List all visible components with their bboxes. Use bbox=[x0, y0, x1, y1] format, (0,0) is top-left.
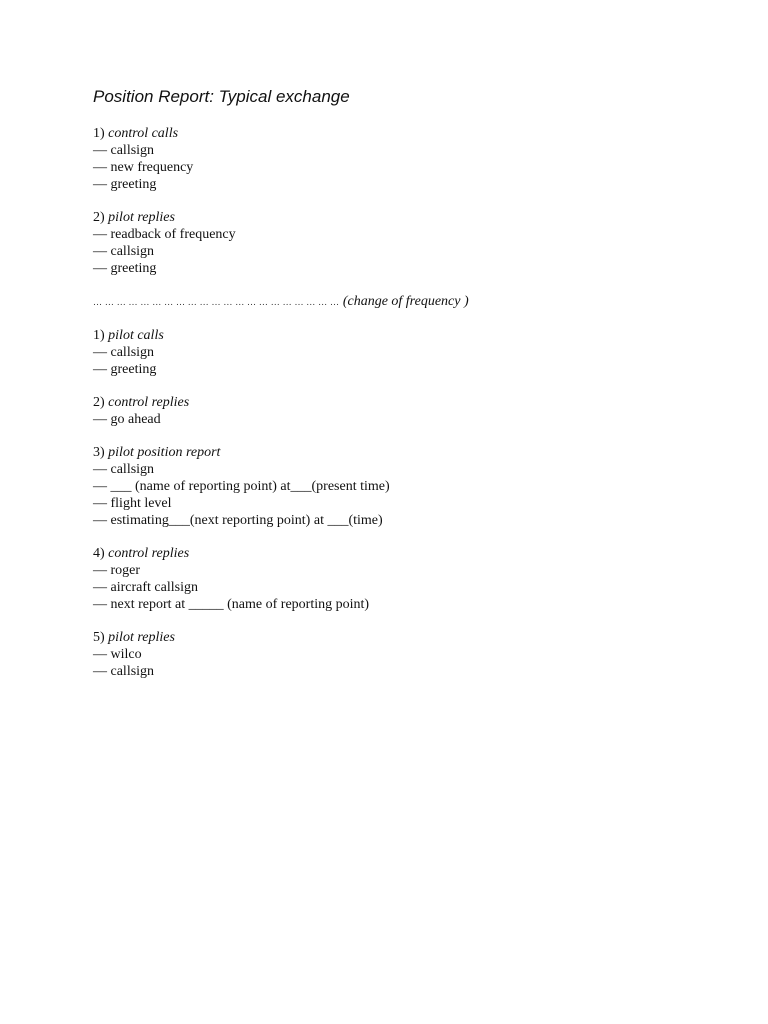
exchange-step bbox=[93, 327, 733, 378]
frequency-change-divider bbox=[93, 293, 733, 311]
step-label: control calls bbox=[108, 126, 179, 141]
step-number: 2) bbox=[93, 395, 105, 410]
step-item: — greeting bbox=[93, 261, 157, 276]
step-item: — ___ (name of reporting point) at___(present time) bbox=[93, 479, 390, 494]
step-item: — readback of frequency bbox=[93, 227, 236, 242]
step-label: pilot position report bbox=[108, 445, 221, 460]
step-label: pilot calls bbox=[108, 328, 164, 343]
step-item: — next report at _____ (name of reporting point) bbox=[93, 597, 370, 612]
step-item: — callsign bbox=[93, 244, 155, 259]
exchange-part-2 bbox=[93, 327, 733, 680]
step-item: — callsign bbox=[93, 664, 155, 679]
step-heading bbox=[93, 394, 733, 411]
exchange-step bbox=[93, 545, 733, 613]
exchange-step bbox=[93, 629, 733, 680]
step-item: — wilco bbox=[93, 647, 142, 662]
step-heading bbox=[93, 327, 733, 344]
step-item: — go ahead bbox=[93, 412, 161, 427]
step-item: — callsign bbox=[93, 143, 155, 158]
divider-note: (change of frequency ) bbox=[342, 294, 469, 309]
step-label: pilot replies bbox=[108, 630, 175, 645]
exchange-step bbox=[93, 444, 733, 529]
document-page bbox=[93, 86, 733, 696]
step-number: 1) bbox=[93, 126, 105, 141]
step-item: — estimating___(next reporting point) at ___(time) bbox=[93, 513, 383, 528]
step-label: pilot replies bbox=[108, 210, 175, 225]
dotted-leader: … … … … … … … … … … … … … … … … … … … … … bbox=[93, 297, 340, 307]
exchange-step bbox=[93, 125, 733, 193]
exchange-part-1 bbox=[93, 125, 733, 277]
step-item: — new frequency bbox=[93, 160, 194, 175]
step-label: control replies bbox=[108, 546, 190, 561]
step-number: 5) bbox=[93, 630, 105, 645]
step-label: control replies bbox=[108, 395, 190, 410]
step-item: — aircraft callsign bbox=[93, 580, 198, 595]
step-heading bbox=[93, 545, 733, 562]
step-item: — roger bbox=[93, 563, 141, 578]
step-heading bbox=[93, 209, 733, 226]
step-item: — callsign bbox=[93, 462, 155, 477]
exchange-step bbox=[93, 394, 733, 428]
exchange-step bbox=[93, 209, 733, 277]
step-number: 4) bbox=[93, 546, 105, 561]
step-number: 1) bbox=[93, 328, 105, 343]
step-item: — greeting bbox=[93, 177, 157, 192]
step-heading bbox=[93, 629, 733, 646]
step-item: — greeting bbox=[93, 362, 157, 377]
step-number: 3) bbox=[93, 445, 105, 460]
step-item: — callsign bbox=[93, 345, 155, 360]
document-title: Position Report: Typical exchange bbox=[93, 87, 350, 106]
step-number: 2) bbox=[93, 210, 105, 225]
step-item: — flight level bbox=[93, 496, 172, 511]
step-heading bbox=[93, 125, 733, 142]
step-heading bbox=[93, 444, 733, 461]
